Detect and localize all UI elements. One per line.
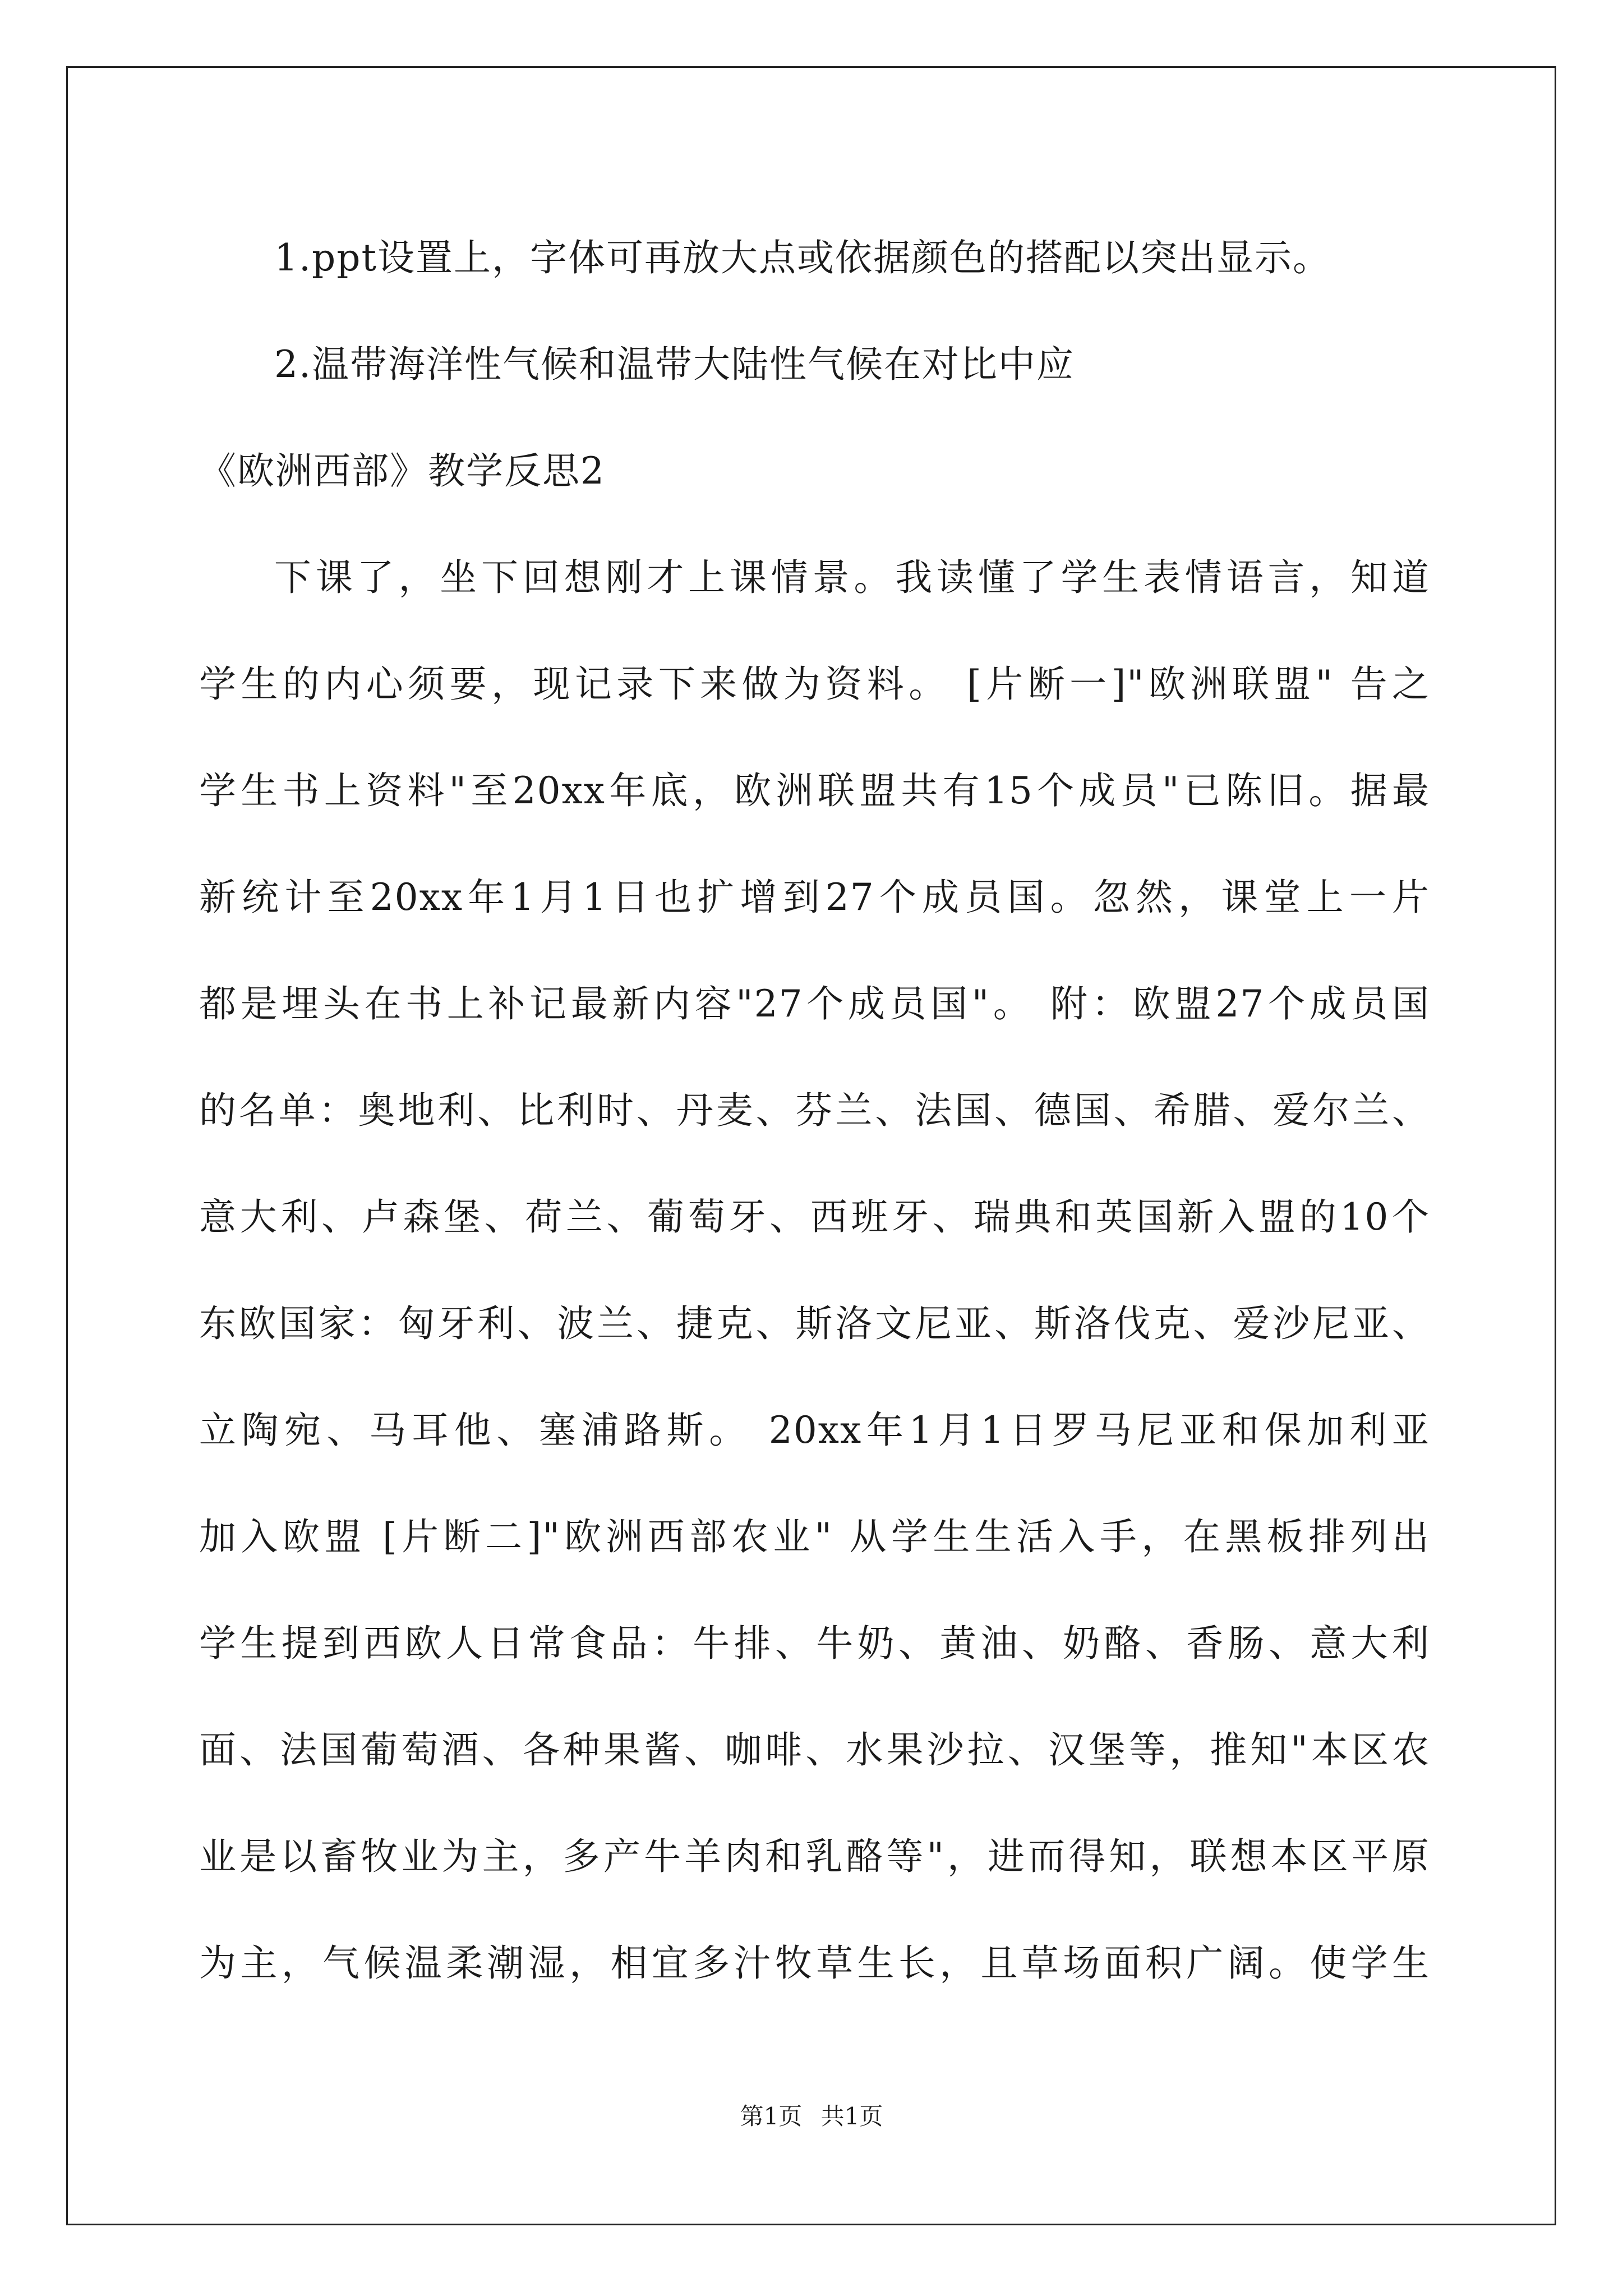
text-line-7: 新统计至20xx年1月1日也扩增到27个成员国。忽然，课堂上一片 [199,876,1430,919]
text-line-16: 业是以畜牧业为主，多产牛羊肉和乳酪等"，进而得知，联想本区平原 [199,1835,1430,1878]
section-heading: 《欧洲西部》教学反思2 [199,449,605,493]
page-footer [0,2101,1623,2132]
text-line-5: 学生的内心须要，现记录下来做为资料。 [片断一]"欧洲联盟" 告之 [199,662,1430,706]
text-line-1: 1.ppt设置上，字体可再放大点或依据颜色的搭配以突出显示。 [274,236,1331,279]
text-line-11: 东欧国家：匈牙利、波兰、捷克、斯洛文尼亚、斯洛伐克、爱沙尼亚、 [199,1302,1430,1345]
text-line-14: 学生提到西欧人日常食品：牛排、牛奶、黄油、奶酪、香肠、意大利 [199,1622,1430,1665]
text-line-12: 立陶宛、马耳他、塞浦路斯。 20xx年1月1日罗马尼亚和保加利亚 [199,1409,1430,1452]
text-line-4: 下课了，坐下回想刚才上课情景。我读懂了学生表情语言，知道 [274,556,1430,599]
text-line-13: 加入欧盟 [片断二]"欧洲西部农业" 从学生生活入手，在黑板排列出 [199,1515,1430,1558]
text-line-6: 学生书上资料"至20xx年底，欧洲联盟共有15个成员"已陈旧。据最 [199,769,1430,812]
text-line-10: 意大利、卢森堡、荷兰、葡萄牙、西班牙、瑞典和英国新入盟的10个 [199,1195,1430,1239]
page-number: 第1页 [740,2102,803,2130]
text-line-8: 都是埋头在书上补记最新内容"27个成员国"。 附：欧盟27个成员国 [199,982,1430,1025]
text-line-2: 2.温带海洋性气候和温带大陆性气候在对比中应 [274,343,1075,386]
text-line-17: 为主，气候温柔潮湿，相宜多汁牧草生长，且草场面积广阔。使学生 [199,1941,1430,1985]
text-line-9: 的名单：奥地利、比利时、丹麦、芬兰、法国、德国、希腊、爱尔兰、 [199,1089,1430,1132]
page-total: 共1页 [820,2102,883,2130]
text-line-15: 面、法国葡萄酒、各种果酱、咖啡、水果沙拉、汉堡等，推知"本区农 [199,1728,1430,1772]
